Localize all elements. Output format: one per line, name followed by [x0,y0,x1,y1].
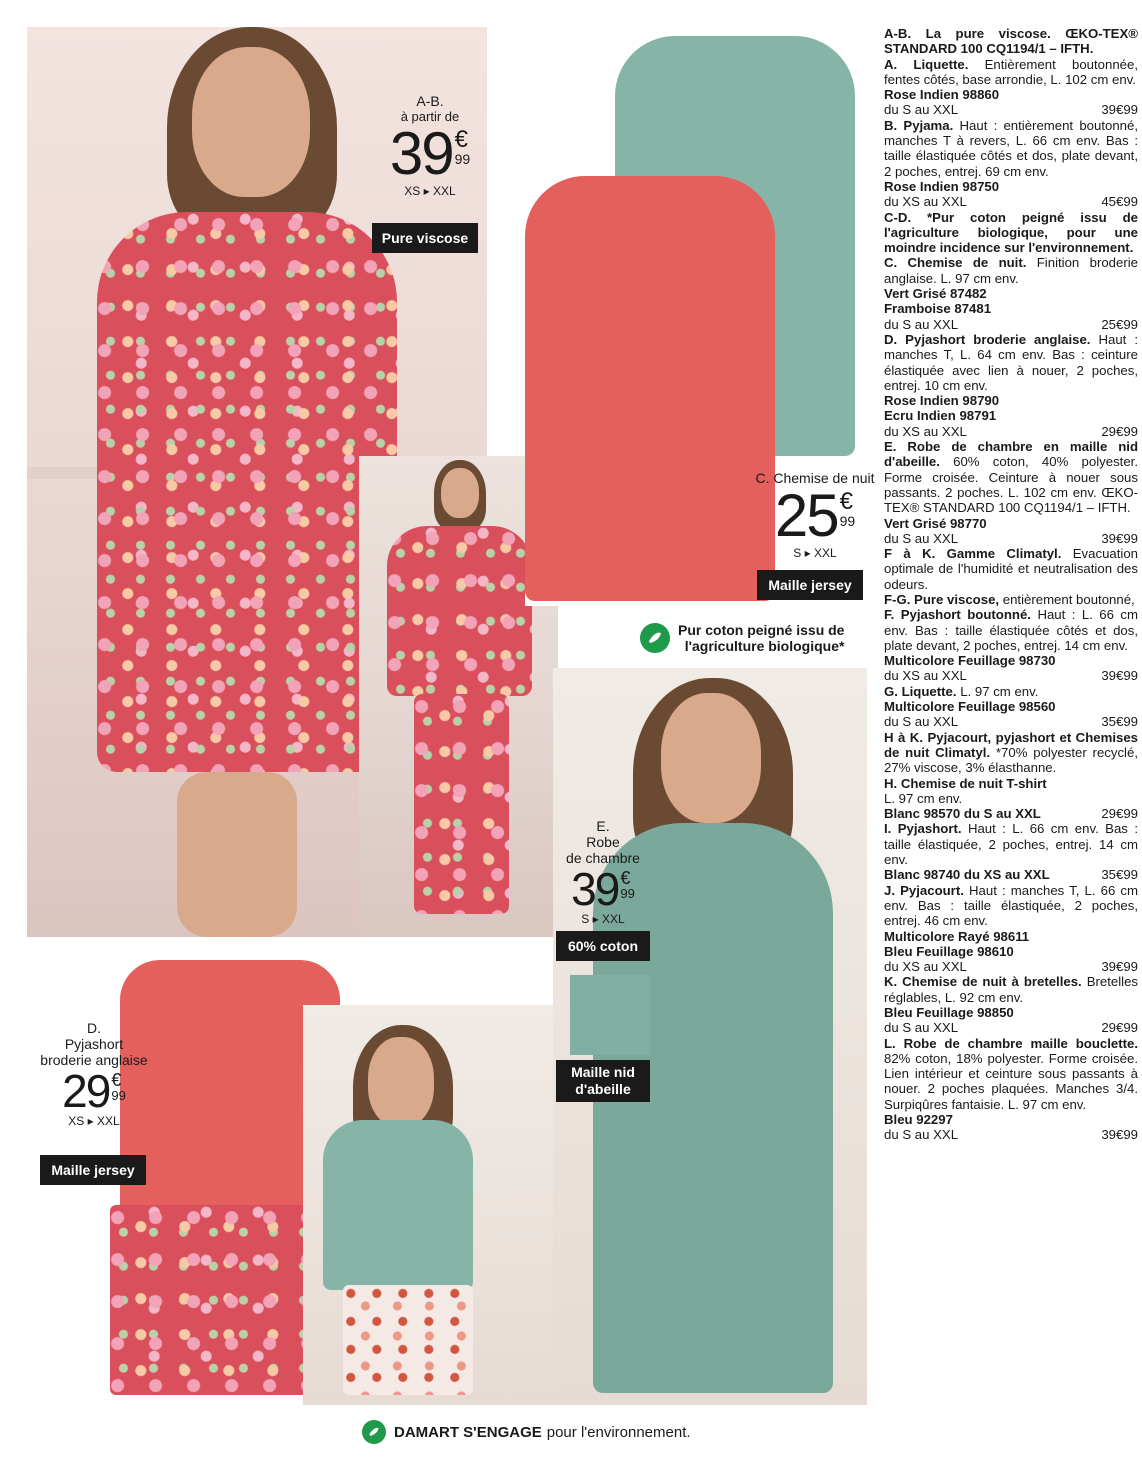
badge-from: à partir de [400,109,460,124]
desc-body: L. 97 cm env. [960,683,1039,699]
model-face [368,1037,434,1127]
label-line: d'abeille [575,1081,631,1097]
badge-ref: C. Chemise de nuit [755,470,875,486]
price-row [884,806,1138,821]
desc-cd: C-D. *Pur coton peigné issu de l'agriculture biologique, pour une moindre incidence sur l'environnement. [884,209,1138,256]
badge-price [745,482,885,549]
photo-tshirt [303,1005,553,1405]
price: 39€99 [1101,959,1138,975]
badge-price [372,120,488,187]
price-row [884,668,1138,683]
footer-brand: DAMART S'ENGAGE [394,1423,542,1441]
size-range: du S au XXL [884,714,959,730]
desc-color: Vert Grisé 98770 [884,515,987,531]
desc-body: *70% polyester recyclé, 27% viscose, 3% élasthanne. [884,744,1138,776]
desc-fg [884,592,1138,607]
leaf-icon [640,623,670,653]
label-maille-jersey-d: Maille jersey [40,1155,146,1185]
desc-color: Ecru Indien 98791 [884,408,997,424]
desc-body: Finition broderie anglaise. L. 97 cm env. [884,255,1138,286]
desc-f [884,607,1138,653]
bio-line1: Pur coton peigné issu de [678,622,845,638]
desc-head: H à K. Pyjacourt, pyjashort et Chemises de nuit Climatyl. [884,729,1138,760]
label-60-coton: 60% coton [556,931,650,961]
desc-body: Bretelles réglables, L. 92 cm env. [884,974,1138,1005]
badge-ref: D. [87,1020,101,1036]
desc-head: A. Liquette. [884,56,969,72]
price: 29€99 [1101,1020,1138,1036]
size-range: du XS au XXL [884,959,967,975]
desc-head: F-G. Pure viscose, [884,591,1000,607]
price-row [884,1020,1138,1035]
price: 39€99 [1101,102,1138,118]
desc-color: Vert Grisé 87482 [884,286,987,302]
desc-k [884,974,1138,1005]
chemise-coral [525,176,775,601]
price-int: 29 [62,1065,110,1117]
model-leg [177,772,297,937]
pyjama-pants [414,694,509,914]
desc-i [884,821,1138,867]
price-currency: € [620,868,631,888]
price-int: 39 [571,863,619,915]
desc-body: Entièrement boutonnée, fentes côtés, base arrondie, L. 102 cm env. [884,56,1138,87]
desc-body: entièrement boutonné, [1002,591,1135,607]
pyjashort-shorts [110,1205,320,1395]
price: 39€99 [1101,530,1138,546]
desc-fk [884,546,1138,592]
desc-head: K. Chemise de nuit à bretelles. [884,974,1082,990]
desc-color: Multicolore Feuillage 98560 [884,699,1056,715]
price-row [884,714,1138,729]
size-range: du S au XXL [884,1020,959,1036]
desc-body: Haut : entièrement boutonné, manches T à revers, L. 66 cm env. Bas : taille élastiquée côtés et dos, plate devant, 2 poches, entrej. 69 cm env. [884,117,1138,179]
desc-body: Haut : manches T, L. 64 cm env. Bas : ceinture élastiquée avec lien à nouer, 2 poches, entrej. 10 cm env. [884,331,1138,393]
desc-e [884,439,1138,515]
desc-color: Bleu Feuillage 98610 [884,943,1014,959]
badge-price [35,1065,153,1117]
desc-head: I. Pyjashort. [884,821,962,837]
desc-body: L. 97 cm env. [884,790,963,806]
liquette-garment [97,212,397,772]
desc-color: Blanc 98740 du XS au XXL [884,867,1050,883]
desc-head: F. Pyjashort boutonné. [884,607,1031,623]
pyjama-top [387,526,532,696]
desc-head: L. Robe de chambre maille bouclette. [884,1035,1138,1051]
desc-head: J. Pyjacourt. [884,882,964,898]
desc-body: Haut : L. 66 cm env. Bas : taille élastiquée, 2 poches, entrej. 14 cm env. [884,821,1138,868]
size-range: du XS au XXL [884,194,967,210]
price-row [884,867,1138,882]
desc-color: Blanc 98570 du S au XXL [884,806,1041,822]
footer-text: pour l'environnement. [546,1423,691,1441]
price: 35€99 [1101,867,1138,883]
tshirt-top [323,1120,473,1290]
size-range: du S au XXL [884,102,959,118]
price-row [884,102,1138,117]
badge-price [553,863,653,915]
desc-h: H. Chemise de nuit T-shirt [884,775,1047,791]
label-line: Maille nid [571,1064,635,1080]
price-badge-d [35,1020,153,1128]
desc-body: Evacuation optimale de l'humidité et neutralisation des odeurs. [884,546,1139,592]
price-badge-c [745,470,885,560]
desc-ab: A-B. La pure viscose. ŒKO-TEX® STANDARD 100 CQ1194/1 – IFTH. [884,26,1138,57]
size-range: du S au XXL [884,1127,959,1143]
label-maille-jersey-c: Maille jersey [757,570,863,600]
desc-color: Framboise 87481 [884,301,992,317]
leaf-icon [362,1420,386,1444]
badge-sizes: XS ▸ XXL [404,184,456,198]
desc-head: E. Robe de chambre en maille nid d'abeille. [884,439,1138,470]
price: 39€99 [1101,1127,1138,1143]
size-range: du S au XXL [884,530,959,546]
desc-color: Rose Indien 98860 [884,87,1000,103]
badge-sizes: XS ▸ XXL [68,1114,120,1128]
tshirt-shorts [343,1285,473,1395]
desc-color: Multicolore Rayé 98611 [884,928,1030,944]
price-row [884,424,1138,439]
price-currency: € [839,488,853,515]
desc-head: G. Liquette. [884,683,957,699]
desc-head: C. Chemise de nuit. [884,255,1027,271]
price-row [884,1127,1138,1142]
price: 39€99 [1101,668,1138,684]
size-range: du XS au XXL [884,668,967,684]
model-face [192,47,310,197]
price: 25€99 [1101,316,1138,332]
price: 29€99 [1101,423,1138,439]
product-description-column [884,26,1138,1143]
badge-sizes: S ▸ XXL [581,912,625,926]
model-face [661,693,761,823]
price-cents: 99 [111,1088,126,1103]
badge-ref: Pyjashort [64,1036,124,1052]
desc-g [884,684,1138,699]
desc-j [884,883,1138,929]
desc-body: Haut : manches T, L. 66 cm env. Bas : taille élastiquée, 2 poches, entrej. 46 cm env. [884,882,1138,929]
price-cents: 99 [454,151,471,167]
badge-sizes: S ▸ XXL [793,546,837,560]
price: 29€99 [1101,806,1138,822]
desc-color: Multicolore Feuillage 98730 [884,653,1056,669]
desc-d [884,332,1138,393]
desc-a [884,57,1138,88]
badge-ref: Robe [586,834,620,850]
price: 35€99 [1101,714,1138,730]
footer-engagement [362,1420,691,1444]
desc-color: Rose Indien 98790 [884,393,1000,409]
badge-ref: de chambre [566,850,640,866]
photo-fabric-swatch [570,975,650,1055]
label-pure-viscose: Pure viscose [372,223,478,253]
badge-ref: broderie anglaise [40,1052,148,1068]
desc-color: Bleu Feuillage 98850 [884,1005,1014,1020]
desc-color: Bleu 92297 [884,1112,953,1128]
bio-text [678,622,844,654]
price-currency: € [454,126,468,153]
desc-hk [884,730,1138,776]
desc-b [884,118,1138,179]
size-range: du XS au XXL [884,423,967,439]
desc-color: Rose Indien 98750 [884,178,1000,194]
price-row [884,194,1138,209]
desc-head: B. Pyjama. [884,117,954,133]
price-int: 25 [774,482,838,549]
size-range: du S au XXL [884,316,959,332]
desc-body: 60% coton, 40% polyester. Forme croisée. Ceinture à nouer sous passants. 2 poches. L. 102 cm env. ŒKO-TEX® STANDARD 100 CQ1194/1 – IFTH. [884,454,1138,516]
price-badge-ab [372,93,488,198]
desc-c [884,255,1138,286]
bio-line2: l'agriculture biologique* [684,638,845,654]
model-face [441,468,479,518]
bio-mention [640,622,844,654]
price-row [884,317,1138,332]
desc-l [884,1036,1138,1112]
price-int: 39 [389,120,453,187]
price-cents: 99 [620,886,635,901]
price-row [884,959,1138,974]
price-badge-e [553,818,653,926]
price-cents: 99 [839,513,856,529]
price-currency: € [111,1070,122,1090]
price: 45€99 [1101,194,1138,210]
desc-head: D. Pyjashort broderie anglaise. [884,331,1091,347]
desc-body: Haut : L. 66 cm env. Bas : taille élastiquée côtés et dos, plate devant, 2 poches, entrej. 14 cm env. [884,607,1139,653]
price-row [884,531,1138,546]
badge-ref: E. [596,818,610,834]
badge-ref: A-B. [416,93,444,109]
label-maille-nid [556,1060,650,1102]
desc-head: F à K. Gamme Climatyl. [884,546,1062,562]
desc-body: 82% coton, 18% polyester. Forme croisée. Lien intérieur et ceinture sous passants à nouer. 2 poches plaquées. Manches 3/4. Surpiqûres fantaisie. L. 97 cm env. [884,1050,1138,1112]
